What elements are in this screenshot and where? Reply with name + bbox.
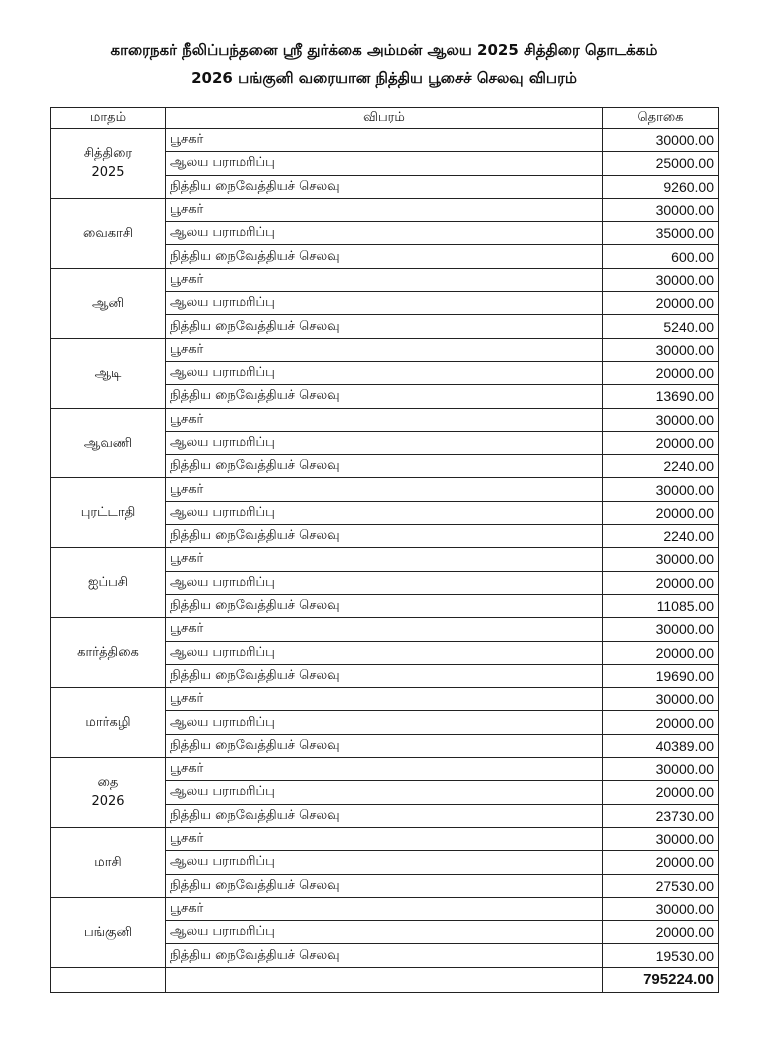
month-name: சித்திரை [83,146,133,162]
header-detail: விபரம் [166,108,603,129]
amount-cell: 20000.00 [603,501,719,524]
item-cell: பூசகர் [166,758,603,781]
month-name: ஆவணி [83,435,133,451]
table-row [51,688,719,711]
title-line-2: 2026 பங்குனி வரையான நித்திய பூசைச் செலவு விபரம் [191,69,577,87]
month-cell [51,268,166,338]
item-cell: நித்திய நைவேத்தியச் செலவு [166,594,603,617]
amount-cell: 30000.00 [603,548,719,571]
month-cell [51,478,166,548]
total-amount: 795224.00 [603,967,719,992]
month-cell [51,338,166,408]
table-row [51,129,719,152]
month-cell [51,408,166,478]
item-cell: பூசகர் [166,618,603,641]
amount-cell: 2240.00 [603,455,719,478]
table-header-row [51,108,719,129]
item-cell: ஆலய பராமரிப்பு [166,641,603,664]
month-name: வைகாசி [82,225,134,241]
amount-cell: 20000.00 [603,781,719,804]
item-cell: ஆலய பராமரிப்பு [166,501,603,524]
item-cell: நித்திய நைவேத்தியச் செலவு [166,664,603,687]
amount-cell: 30000.00 [603,338,719,361]
item-cell: நித்திய நைவேத்தியச் செலவு [166,245,603,268]
item-cell: பூசகர் [166,688,603,711]
table-row [51,338,719,361]
document-title [0,36,768,92]
item-cell: ஆலய பராமரிப்பு [166,152,603,175]
amount-cell: 20000.00 [603,292,719,315]
amount-cell: 2240.00 [603,525,719,548]
month-name: தை [97,775,119,791]
amount-cell: 20000.00 [603,851,719,874]
month-name: பங்குனி [83,924,133,940]
amount-cell: 30000.00 [603,897,719,920]
month-name: மாசி [94,854,122,870]
item-cell: ஆலய பராமரிப்பு [166,292,603,315]
month-cell [51,897,166,967]
item-cell: நித்திய நைவேத்தியச் செலவு [166,385,603,408]
amount-cell: 35000.00 [603,222,719,245]
item-cell: ஆலய பராமரிப்பு [166,571,603,594]
item-cell: நித்திய நைவேத்தியச் செலவு [166,175,603,198]
amount-cell: 9260.00 [603,175,719,198]
item-cell: ஆலய பராமரிப்பு [166,781,603,804]
month-year: 2026 [91,794,125,810]
amount-cell: 11085.00 [603,594,719,617]
item-cell: ஆலய பராமரிப்பு [166,711,603,734]
item-cell: பூசகர் [166,408,603,431]
item-cell: பூசகர் [166,129,603,152]
amount-cell: 30000.00 [603,827,719,850]
month-cell [51,198,166,268]
item-cell: பூசகர் [166,548,603,571]
table-row [51,618,719,641]
table-row [51,408,719,431]
amount-cell: 20000.00 [603,711,719,734]
title-line-1: காரைநகர் நீலிப்பந்தனை ஸ்ரீ துர்க்கை அம்மன் ஆலய 2025 சித்திரை தொடக்கம் [110,41,658,59]
item-cell: ஆலய பராமரிப்பு [166,921,603,944]
amount-cell: 30000.00 [603,688,719,711]
table-row [51,758,719,781]
expense-table [50,107,719,993]
item-cell: ஆலய பராமரிப்பு [166,361,603,384]
item-cell: நித்திய நைவேத்தியச் செலவு [166,315,603,338]
month-name: ஐப்பசி [88,575,128,591]
item-cell: பூசகர் [166,897,603,920]
amount-cell: 20000.00 [603,921,719,944]
amount-cell: 5240.00 [603,315,719,338]
header-month: மாதம் [51,108,166,129]
table-row [51,897,719,920]
total-blank-cell [51,967,166,992]
item-cell: நித்திய நைவேத்தியச் செலவு [166,944,603,967]
amount-cell: 30000.00 [603,478,719,501]
amount-cell: 20000.00 [603,361,719,384]
month-cell [51,129,166,199]
item-cell: ஆலய பராமரிப்பு [166,431,603,454]
month-name: புரட்டாதி [80,505,136,521]
amount-cell: 20000.00 [603,641,719,664]
month-name: மார்கழி [85,715,131,731]
month-name: ஆடி [94,365,122,381]
item-cell: பூசகர் [166,198,603,221]
amount-cell: 19530.00 [603,944,719,967]
amount-cell: 27530.00 [603,874,719,897]
table-row [51,478,719,501]
item-cell: நித்திய நைவேத்தியச் செலவு [166,525,603,548]
table-row [51,827,719,850]
month-cell [51,758,166,828]
item-cell: பூசகர் [166,338,603,361]
total-row [51,967,719,992]
item-cell: நித்திய நைவேத்தியச் செலவு [166,455,603,478]
amount-cell: 30000.00 [603,129,719,152]
amount-cell: 20000.00 [603,571,719,594]
table-row [51,198,719,221]
amount-cell: 30000.00 [603,268,719,291]
amount-cell: 13690.00 [603,385,719,408]
table-row [51,268,719,291]
item-cell: நித்திய நைவேத்தியச் செலவு [166,804,603,827]
month-cell [51,618,166,688]
item-cell: பூசகர் [166,478,603,501]
total-blank-cell [166,967,603,992]
item-cell: பூசகர் [166,268,603,291]
table-row [51,548,719,571]
month-cell [51,827,166,897]
amount-cell: 40389.00 [603,734,719,757]
amount-cell: 30000.00 [603,198,719,221]
table-body [51,129,719,968]
month-cell [51,688,166,758]
amount-cell: 30000.00 [603,408,719,431]
item-cell: பூசகர் [166,827,603,850]
item-cell: நித்திய நைவேத்தியச் செலவு [166,874,603,897]
amount-cell: 25000.00 [603,152,719,175]
month-cell [51,548,166,618]
month-year: 2025 [91,165,125,181]
amount-cell: 30000.00 [603,618,719,641]
month-name: ஆனி [92,295,124,311]
month-name: கார்த்திகை [77,645,139,661]
item-cell: நித்திய நைவேத்தியச் செலவு [166,734,603,757]
header-amount: தொகை [603,108,719,129]
amount-cell: 600.00 [603,245,719,268]
amount-cell: 19690.00 [603,664,719,687]
amount-cell: 30000.00 [603,758,719,781]
amount-cell: 20000.00 [603,431,719,454]
item-cell: ஆலய பராமரிப்பு [166,851,603,874]
amount-cell: 23730.00 [603,804,719,827]
item-cell: ஆலய பராமரிப்பு [166,222,603,245]
